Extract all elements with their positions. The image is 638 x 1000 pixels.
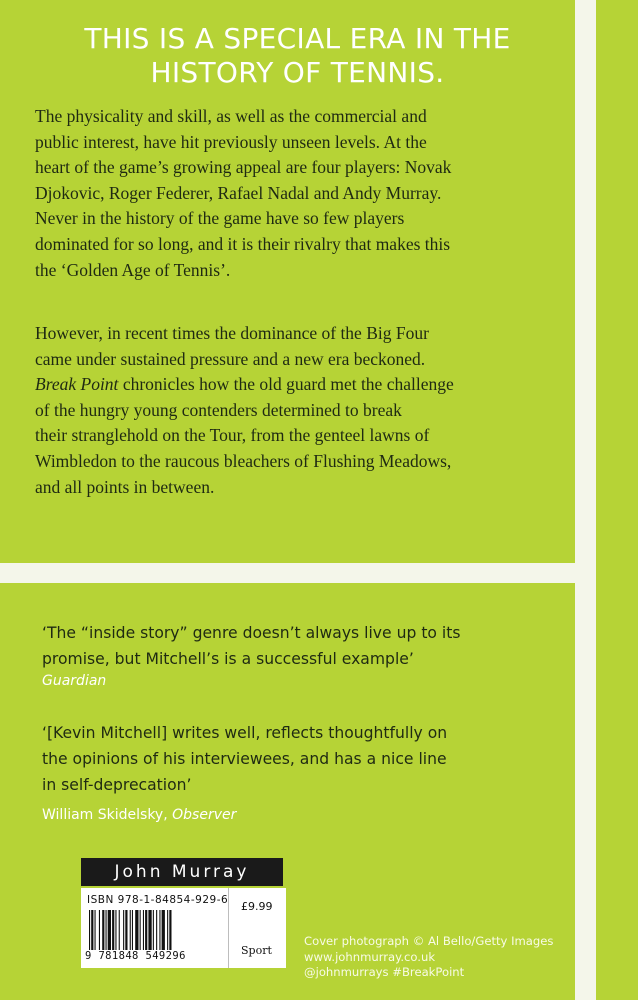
- price-panel: [228, 888, 286, 968]
- review-quote-2: [42, 720, 572, 798]
- review-source-2: [42, 803, 236, 827]
- review-quote-1: [42, 620, 572, 672]
- headline-line: THIS IS A SPECIAL ERA IN THE: [84, 22, 511, 55]
- blurb-line-rest: chronicles how the old guard met the challenge: [118, 374, 454, 395]
- blurb-line: public interest, have hit previously unseen levels. At the: [35, 131, 427, 152]
- credit-line: Cover photograph © Al Bello/Getty Images: [304, 934, 554, 948]
- reviewer-publication: Observer: [172, 807, 237, 823]
- cover-credits: [304, 934, 574, 981]
- court-line-horizontal: [0, 563, 596, 583]
- blurb-line: heart of the game’s growing appeal are four players: Novak: [35, 157, 452, 178]
- blurb-line: The physicality and skill, as well as the commercial and: [35, 106, 427, 126]
- blurb-line: the ‘Golden Age of Tennis’.: [35, 259, 231, 280]
- publisher-logo: John Murray: [81, 858, 283, 886]
- blurb-line: Wimbledon to the raucous bleachers of Flushing Meadows,: [35, 450, 452, 471]
- blurb-line: [35, 372, 575, 398]
- category-label: Sport: [241, 944, 272, 957]
- quote-line: promise, but Mitchell’s is a successful example’: [42, 650, 414, 668]
- credit-line: www.johnmurray.co.uk: [304, 949, 436, 964]
- blurb-line: Djokovic, Roger Federer, Rafael Nadal and Andy Murray.: [35, 182, 442, 203]
- blurb-line: came under sustained pressure and a new era beckoned.: [35, 348, 426, 369]
- blurb-paragraph-1: [35, 104, 575, 283]
- blurb-line: Never in the history of the game have so few players: [35, 208, 405, 229]
- credit-line: @johnmurrays #BreakPoint: [304, 965, 465, 979]
- headline: [20, 22, 575, 90]
- quote-line: the opinions of his interviewees, and has a nice line: [42, 750, 447, 768]
- blurb-line: of the hungry young contenders determined to break: [35, 399, 402, 420]
- blurb-line: and all points in between.: [35, 476, 215, 497]
- blurb-line: However, in recent times the dominance of the Big Four: [35, 323, 429, 343]
- book-title: Break Point: [35, 374, 119, 395]
- blurb-paragraph-2: [35, 321, 575, 500]
- price-label: £9.99: [241, 900, 273, 913]
- quote-line: in self-deprecation’: [42, 776, 192, 794]
- blurb-line: their stranglehold on the Tour, from the genteel lawns of: [35, 425, 430, 446]
- barcode-icon: [89, 910, 221, 950]
- review-source-1: Guardian: [42, 673, 107, 689]
- court-line-vertical: [575, 0, 596, 1000]
- quote-line: ‘The “inside story” genre doesn’t always live up to its: [42, 624, 461, 642]
- quote-line: ‘[Kevin Mitchell] writes well, reflects thoughtfully on: [42, 724, 448, 742]
- barcode-digits: 9 781848 549296: [85, 950, 186, 962]
- blurb-line: dominated for so long, and it is their rivalry that makes this: [35, 233, 451, 254]
- isbn-number: ISBN 978-1-84854-929-6: [87, 894, 229, 906]
- reviewer-name: William Skidelsky,: [42, 807, 173, 823]
- headline-line: HISTORY OF TENNIS.: [150, 56, 445, 89]
